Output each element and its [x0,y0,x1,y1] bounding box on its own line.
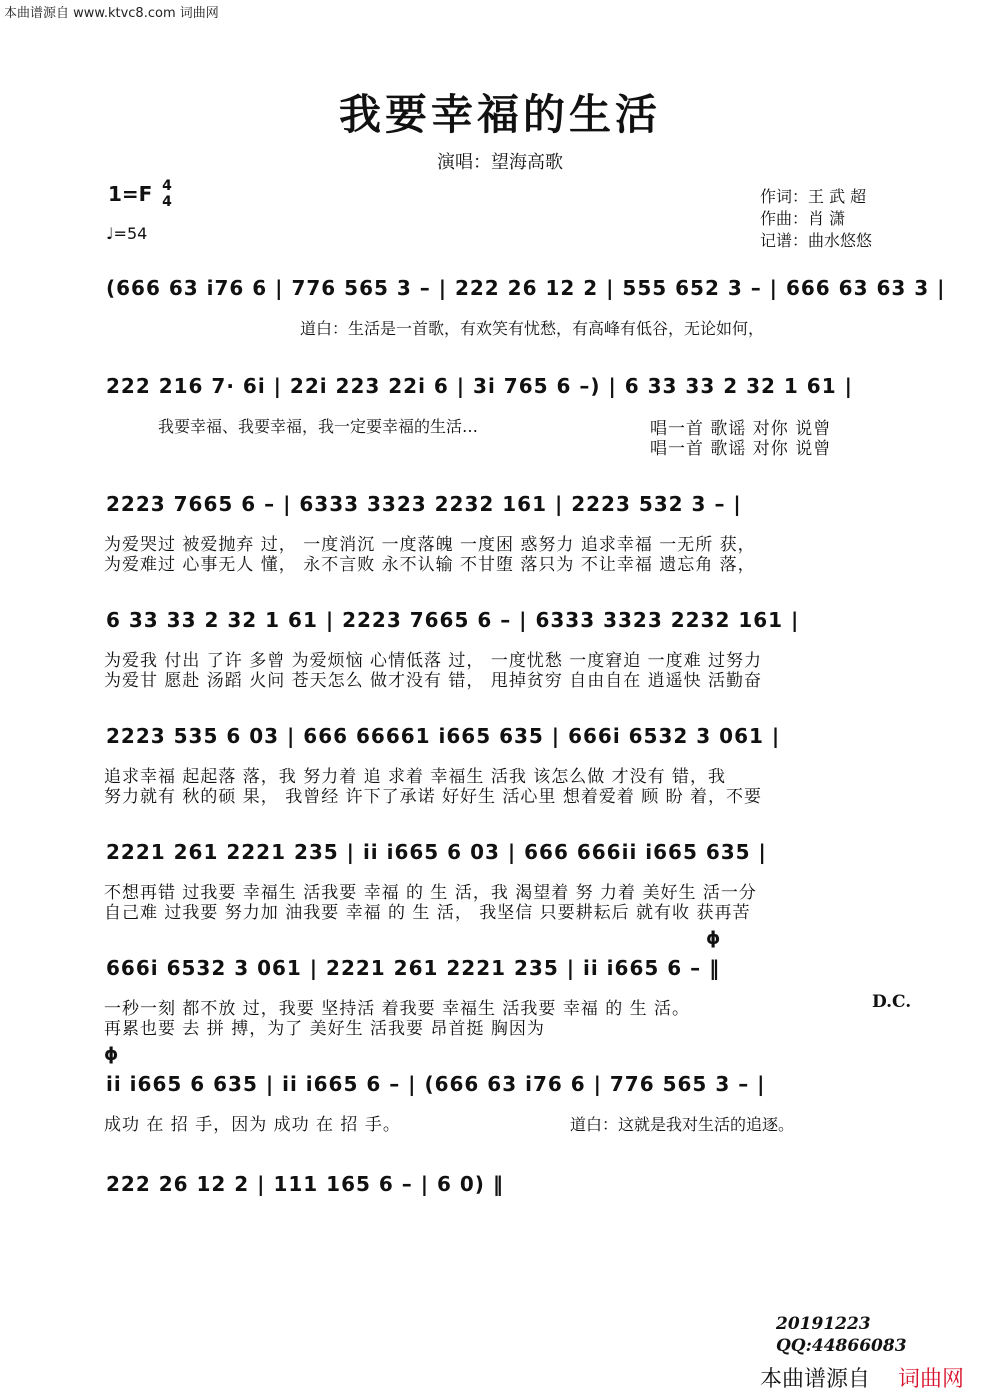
notes-line-5: 2223 535 6 03 | 666 66661 i665 635 | 666i 6532 3 061 | [106,724,781,748]
lyric-7-verse-2: 再累也要 去 拼 搏，为了 美好生 活我要 昂首挺 胸因为 [104,1019,545,1039]
time-sig-top: 4 [162,178,172,194]
lyric-3-verse-1: 为爱哭过 被爱抛弃 过， 一度消沉 一度落魄 一度困 惑努力 追求幸福 一无所 获， [104,535,756,555]
lyric-6-verse-2: 自己难 过我要 努力加 油我要 幸福 的 生 活， 我坚信 只要耕耘后 就有收 获再苦 [104,903,751,923]
score-line-3 [102,486,898,526]
key-signature: 1=F [108,182,153,206]
narration-8: 道白：这就是我对生活的追逐。 [570,1115,795,1134]
footer-site-right: 词曲网 [898,1367,965,1392]
coda-icon: ɸ [706,928,721,949]
singer-line: 演唱：望海高歌 [437,152,563,173]
notes-line-4: 6 33 33 2 32 1 61 | 2223 7665 6 – | 6333 3323 2232 161 | [106,608,800,632]
notes-line-2: 222 216 7· 6i | 22i 223 22i 6 | 3i 765 6 –) | 6 33 33 2 32 1 61 | [106,374,853,398]
header-source-tag: 本曲谱源自 www.ktvc8.com 词曲网 [4,6,219,21]
footer-date: 20191223 [776,1314,871,1334]
score-line-9 [102,1166,898,1206]
lyric-6-verse-1: 不想再错 过我要 幸福生 活我要 幸福 的 生 活，我 渴望着 努 力着 美好生 活一分 [104,883,757,903]
notes-line-1: (666 63 i76 6 | 776 565 3 – | 222 26 12 2 | 555 652 3 – | 666 63 63 3 | [106,276,946,300]
time-signature [160,178,174,210]
lyric-5-verse-1: 追求幸福 起起落 落，我 努力着 追 求着 幸福生 活我 该怎么做 才没有 错，我 [104,767,727,787]
transcriber-credit: 记谱：曲水悠悠 [760,231,873,250]
score-line-8 [102,1066,898,1106]
time-sig-bottom: 4 [162,194,172,210]
score-line-2 [102,368,898,408]
score-line-1 [102,270,946,310]
tempo-marking: ♩=54 [106,224,148,243]
narration-1: 道白：生活是一首歌，有欢笑有忧愁，有高峰有低谷，无论如何， [300,319,765,338]
notes-line-3: 2223 7665 6 – | 6333 3323 2232 161 | 2223 532 3 – | [106,492,742,516]
score-line-7 [102,950,898,990]
narration-2: 我要幸福、我要幸福，我一定要幸福的生活… [158,417,479,436]
lyricist-credit: 作词：王 武 超 [760,187,867,206]
coda-icon-2: ɸ [104,1044,119,1065]
lyric-3-verse-2: 为爱难过 心事无人 懂， 永不言败 永不认输 不甘堕 落只为 不让幸福 遗忘角 落， [104,555,756,575]
lyric-4-verse-2: 为爱甘 愿赴 汤蹈 火问 苍天怎么 做才没有 错， 甩掉贫穷 自由自在 逍遥快 活勤奋 [104,671,763,691]
notes-line-9: 222 26 12 2 | 111 165 6 – | 6 0) ‖ [106,1172,504,1196]
lyric-2-verse-1: 唱一首 歌谣 对你 说曾 [650,419,832,439]
lyric-8-verse-1: 成功 在 招 手，因为 成功 在 招 手。 [104,1115,401,1135]
lyric-5-verse-2: 努力就有 秋的硕 果， 我曾经 许下了承诺 好好生 活心里 想着爱着 顾 盼 着，不要 [104,787,763,807]
song-title: 我要幸福的生活 [338,90,661,139]
footer-qq: QQ:44866083 [776,1336,907,1356]
da-capo-mark: D.C. [872,992,912,1012]
score-line-4 [102,602,898,642]
notes-line-7: 666i 6532 3 061 | 2221 261 2221 235 | ii i665 6 – ‖ [106,956,721,980]
footer-site-left: 本曲谱源自 [760,1367,871,1392]
credits-block [760,186,872,252]
lyric-2-verse-2: 唱一首 歌谣 对你 说曾 [650,439,832,459]
notes-line-8: ii i665 6 635 | ii i665 6 – | (666 63 i76 6 | 776 565 3 – | [106,1072,766,1096]
score-line-6 [102,834,898,874]
lyric-4-verse-1: 为爱我 付出 了许 多曾 为爱烦恼 心情低落 过， 一度忧愁 一度窘迫 一度难 过努力 [104,651,763,671]
notes-line-6: 2221 261 2221 235 | ii i665 6 03 | 666 666ii i665 635 | [106,840,767,864]
score-line-5 [102,718,898,758]
composer-credit: 作曲：肖 潇 [760,209,846,228]
lyric-7-verse-1: 一秒一刻 都不放 过，我要 坚持活 着我要 幸福生 活我要 幸福 的 生 活。 [104,999,691,1019]
